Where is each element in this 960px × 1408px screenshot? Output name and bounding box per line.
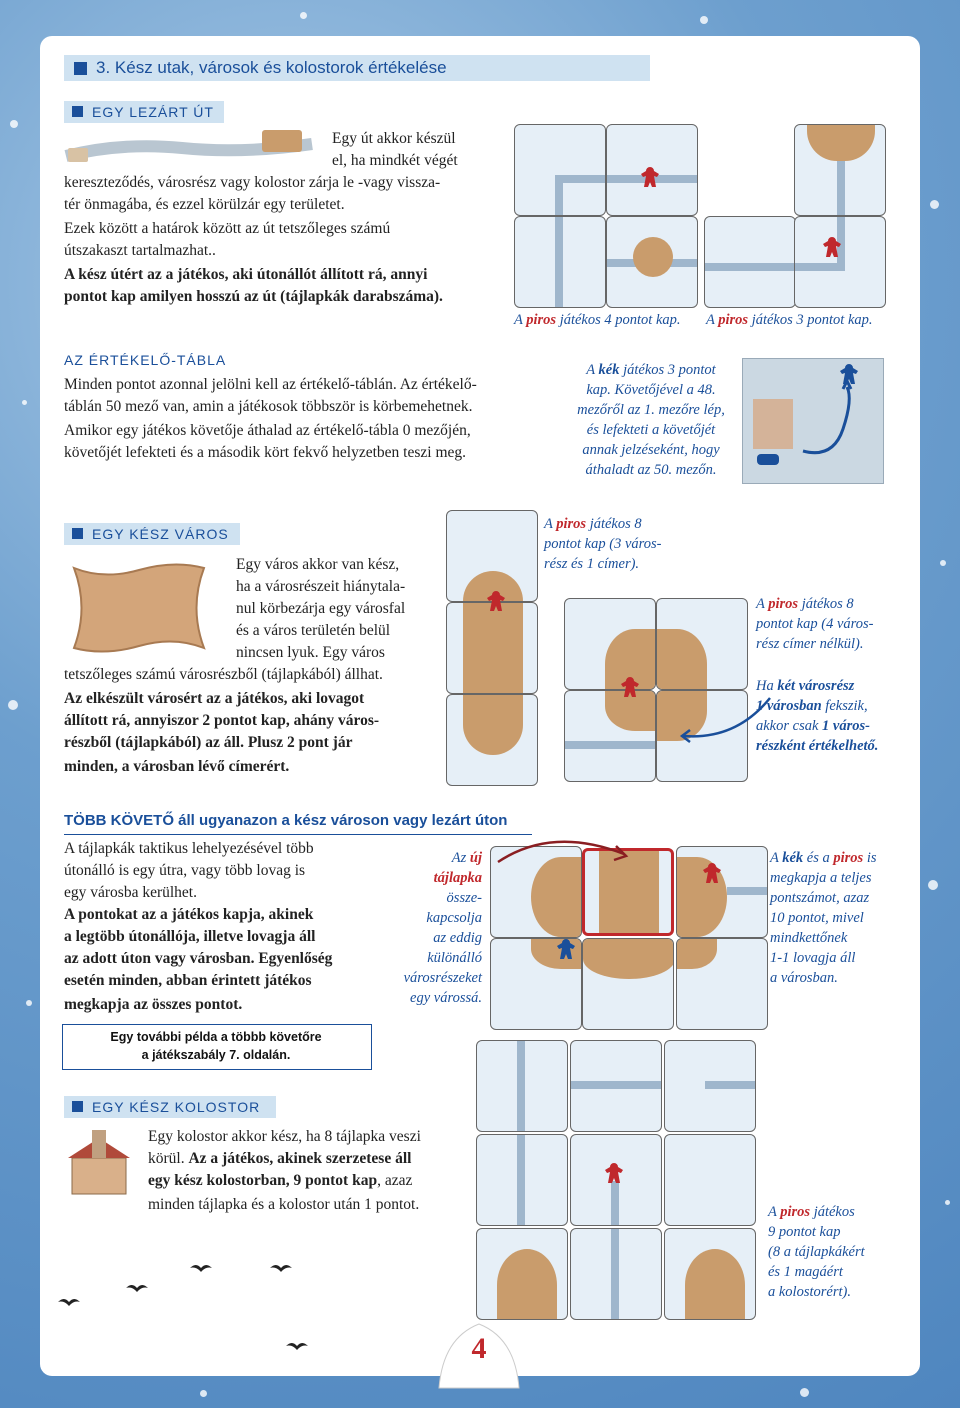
road-tile bbox=[476, 1134, 568, 1226]
multi-title: TÖBB KÖVETŐ áll ugyanazon a kész városon vagy lezárt úton bbox=[64, 812, 508, 829]
city-tile bbox=[476, 1228, 568, 1320]
multi-l2: útonálló is egy útra, vagy több lovag is bbox=[64, 862, 306, 879]
city-tile bbox=[582, 938, 674, 1030]
city-l6: tetszőleges számú városrészből (tájlapkából) állhat. bbox=[64, 666, 383, 683]
city-l2: ha a városrészeit hiánytala- bbox=[236, 578, 406, 595]
road-square-icon bbox=[72, 106, 83, 117]
road-intro-1: Egy út akkor készül bbox=[332, 130, 456, 147]
red-meeple-icon bbox=[604, 1162, 624, 1184]
note-text: Egy további példa a többb követőre a játékszabály 7. oldalán. bbox=[110, 1030, 322, 1062]
monastery-illustration bbox=[64, 1128, 134, 1200]
red-meeple-icon bbox=[620, 676, 640, 698]
bird-icon bbox=[58, 1296, 80, 1308]
city-caption-1: A piros játékos 8 pontot kap (3 város- rész és 1 címer). bbox=[544, 516, 662, 572]
red-meeple-icon bbox=[640, 166, 660, 188]
monastery-caption: A piros játékos 9 pontot kap (8 a tájlapkákért és 1 magáért a kolostorért). bbox=[768, 1204, 865, 1300]
road-line-4: tér önmagába, és ezzel körülzár egy területet. bbox=[64, 196, 345, 213]
multi-b5: megkapja az összes pontot. bbox=[64, 996, 243, 1013]
city-title: EGY KÉSZ VÁROS bbox=[92, 526, 229, 542]
road-bold-1: A kész útért az a játékos, aki útonállót állított rá, annyi bbox=[64, 266, 428, 283]
page-number: 4 bbox=[471, 1332, 487, 1365]
red-meeple-icon bbox=[486, 590, 506, 612]
road-tile bbox=[514, 216, 606, 308]
city-tile bbox=[446, 694, 538, 786]
multi-l1: A tájlapkák taktikus lehelyezésével több bbox=[64, 840, 314, 857]
city-b4: minden, a városban lévő címerért. bbox=[64, 758, 290, 775]
monastery-l1: Egy kolostor akkor kész, ha 8 tájlapka veszi bbox=[148, 1128, 421, 1145]
monastery-l4: minden tájlapka és a kolostor után 1 pontot. bbox=[148, 1196, 420, 1213]
scoreboard-image bbox=[742, 358, 884, 484]
monastery-l2: körül. Az a játékos, akinek szerzetese áll bbox=[148, 1150, 412, 1167]
road-caption-left: A piros játékos 4 pontot kap. bbox=[514, 312, 681, 328]
road-tile bbox=[570, 1228, 662, 1320]
city-illustration bbox=[64, 558, 214, 658]
multi-mid-caption: Az új tájlapka össze- kapcsolja az eddig különálló városrészeket egy várossá. bbox=[403, 850, 482, 1006]
blue-meeple-lying-icon bbox=[757, 451, 779, 467]
road-illustration bbox=[62, 128, 327, 168]
blue-meeple-icon bbox=[839, 363, 859, 385]
city-l1: Egy város akkor van kész, bbox=[236, 556, 400, 573]
multi-b4: esetén minden, abban érintett játékos bbox=[64, 972, 312, 989]
road-tile bbox=[664, 1134, 756, 1226]
city-square-icon bbox=[72, 528, 83, 539]
city-tile bbox=[676, 846, 768, 938]
red-meeple-icon bbox=[702, 862, 722, 884]
city-tile bbox=[676, 938, 768, 1030]
monastery-title: EGY KÉSZ KOLOSTOR bbox=[92, 1099, 261, 1115]
bird-icon bbox=[270, 1262, 292, 1274]
multi-b1: A pontokat az a játékos kapja, akinek bbox=[64, 906, 314, 923]
city-l5: nincsen lyuk. Egy város bbox=[236, 644, 385, 661]
road-tile bbox=[570, 1040, 662, 1132]
city-tile bbox=[564, 690, 656, 782]
city-tile bbox=[656, 598, 748, 690]
monastery-square-icon bbox=[72, 1101, 83, 1112]
city-b3: részből (tájlapkából) az áll. Plusz 2 pont jár bbox=[64, 734, 353, 751]
scoreboard-line-3: Amikor egy játékos követője áthalad az értékelő-tábla 0 mezőjén, bbox=[64, 422, 471, 439]
multi-b3: az adott úton vagy városban. Egyenlőség bbox=[64, 950, 333, 967]
scoreboard-caption: A kék játékos 3 pontot kap. Követőjével a 48. mezőről az 1. mezőre lép, és lefekteti a követőjét annak jelzéseként, hogy áthaladt az 50. mezőn. bbox=[577, 362, 725, 478]
road-intro-2: el, ha mindkét végét bbox=[332, 152, 458, 169]
road-line-6: útszakaszt tartalmazhat.. bbox=[64, 242, 216, 259]
road-tile bbox=[514, 124, 606, 216]
city-b1: Az elkészült városért az a játékos, aki lovagot bbox=[64, 690, 365, 707]
bird-icon bbox=[286, 1340, 308, 1352]
monastery-l3: egy kész kolostorban, 9 pontot kap, azaz bbox=[148, 1172, 413, 1189]
header-square-icon bbox=[74, 62, 87, 75]
red-meeple-icon bbox=[822, 236, 842, 258]
city-tile bbox=[664, 1228, 756, 1320]
bird-icon bbox=[190, 1262, 212, 1274]
road-line-5: Ezek között a határok között az út tetszőleges számú bbox=[64, 220, 391, 237]
multi-rule bbox=[64, 834, 532, 835]
scoreboard-line-1: Minden pontot azonnal jelölni kell az értékelő-táblán. Az értékelő- bbox=[64, 376, 477, 393]
city-tile bbox=[446, 510, 538, 602]
blue-meeple-icon bbox=[556, 938, 576, 960]
city-tile bbox=[564, 598, 656, 690]
scoreboard-line-4: követőjét lefekteti és a második kört fekvő helyzetben teszi meg. bbox=[64, 444, 467, 461]
city-l4: és a város területén belül bbox=[236, 622, 391, 639]
road-tile bbox=[476, 1040, 568, 1132]
scoreboard-title: AZ ÉRTÉKELŐ-TÁBLA bbox=[64, 352, 227, 368]
multi-l3: egy városba kerülhet. bbox=[64, 884, 197, 901]
city-l3: nul körbezárja egy városfal bbox=[236, 600, 406, 617]
road-bold-2: pontot kap amilyen hosszú az út (tájlapkák darabszáma). bbox=[64, 288, 443, 305]
curved-arrow-icon bbox=[492, 832, 642, 872]
road-line-3: kereszteződés, városrész vagy kolostor zárja le -vagy vissza- bbox=[64, 174, 441, 191]
road-caption-right: A piros játékos 3 pontot kap. bbox=[706, 312, 873, 328]
road-tile bbox=[704, 216, 796, 308]
bird-icon bbox=[126, 1282, 148, 1294]
road-tile bbox=[794, 216, 886, 308]
city-tile bbox=[446, 602, 538, 694]
road-tile bbox=[664, 1040, 756, 1132]
scoreboard-line-2: táblán 50 mező van, amin a játékosok többször is körbemehetnek. bbox=[64, 398, 473, 415]
road-title: EGY LEZÁRT ÚT bbox=[92, 104, 214, 120]
city-caption-3: Ha két városrész 1 városban fekszik, akkor csak 1 város- részként értékelhető. bbox=[756, 678, 879, 754]
city-caption-2: A piros játékos 8 pontot kap (4 város- rész címer nélkül). bbox=[756, 596, 874, 652]
multi-b2: a legtöbb útonállója, illetve lovagja áll bbox=[64, 928, 316, 945]
road-tile bbox=[606, 216, 698, 308]
city-b2: állított rá, annyiszor 2 pontot kap, ahány város- bbox=[64, 712, 380, 729]
road-tile bbox=[794, 124, 886, 216]
page-title: 3. Kész utak, városok és kolostorok értékelése bbox=[96, 58, 447, 77]
multi-right-caption: A kék és a piros is megkapja a teljes pontszámot, azaz 10 pontot, mivel mindkettőnek 1-1 lovagja áll a városban. bbox=[770, 850, 877, 986]
